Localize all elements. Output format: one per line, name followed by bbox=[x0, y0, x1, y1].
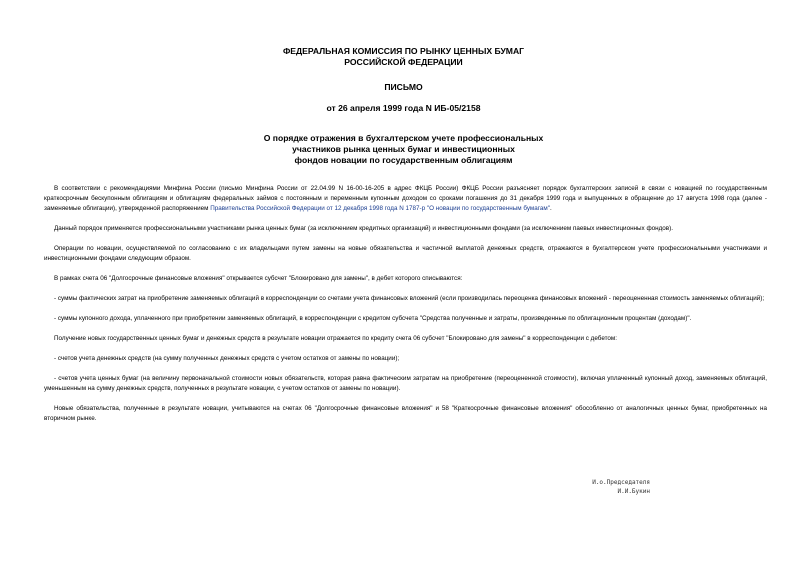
paragraph-9: - счетов учета ценных бумаг (на величину первоначальной стоимости новых обязательств, которая равна фактическим затратам на приобретение (переоцененной стоимости), включая уплаченный купонный доход, заменяемых облигаций, уменьшенным на сумму денежных средств, полученных в результате новации, с учетом остатков от замены по новации). bbox=[44, 375, 767, 392]
paragraph-5: - суммы фактических затрат на приобретение заменяемых облигаций в корреспонденции со счетами учета финансовых вложений (если производилась переоценка финансовых вложений - переоцененная стоимость заменяемых облигаций); bbox=[54, 295, 765, 302]
paragraph-1-end: . bbox=[549, 205, 552, 212]
document-date-number: от 26 апреля 1999 года N ИБ-05/2158 bbox=[326, 103, 481, 113]
issuer-block bbox=[0, 46, 807, 68]
document-type: ПИСЬМО bbox=[384, 82, 423, 92]
paragraph-1-text: В соответствии с рекомендациями Минфина России (письмо Минфина России от 22.04.99 N 16-00-16-205 в адрес ФКЦБ России) ФКЦБ России разъясняет порядок бухгалтерских записей в связи с новацией по государственным краткосрочным бескупонным облигациям и облигациям федеральных займов с постоянным и переменным купонным доходом со сроками погашения до 31 декабря 1999 года и выпущенных в обращение до 17 августа 1998 года (далее - заменяемые облигации), утвержденной распоряжением bbox=[44, 185, 767, 212]
paragraph-6: - суммы купонного дохода, уплаченного при приобретении заменяемых облигаций, в корреспонденции с кредитом субсчета "Средства полученные и затраты, произведенные по облигационным процентам (доходам)". bbox=[54, 315, 692, 322]
signatory-name: И.И.Букин bbox=[617, 488, 650, 495]
issuer-line-1: ФЕДЕРАЛЬНАЯ КОМИССИЯ ПО РЫНКУ ЦЕННЫХ БУМАГ bbox=[282, 46, 525, 56]
subject-line-2: участников рынка ценных бумаг и инвестиционных bbox=[292, 144, 515, 154]
paragraph-2: Данный порядок применяется профессиональными участниками рынка ценных бумаг (за исключением кредитных организаций) и инвестиционными фондами (за исключением паевых инвестиционных фондов). bbox=[54, 225, 673, 232]
paragraph-4: В рамках счета 06 "Долгосрочные финансовые вложения" открывается субсчет "Блокировано для замены", в дебет которого списываются: bbox=[54, 275, 463, 282]
signatory-title: И.о.Председателя bbox=[592, 479, 650, 486]
document-body bbox=[44, 184, 767, 424]
government-order-link[interactable]: Правительства Российской Федерации от 12 декабря 1998 года N 1787-р "О новации по государственным бумагам" bbox=[210, 205, 550, 212]
paragraph-8: - счетов учета денежных средств (на сумму полученных денежных средств с учетом остатков от замены по новации); bbox=[54, 355, 400, 362]
issuer-line-2: РОССИЙСКОЙ ФЕДЕРАЦИИ bbox=[344, 57, 463, 67]
paragraph-3: Операции по новации, осуществляемой по согласованию с их владельцами путем замены на новые обязательства и частичной выплатой денежных средств, отражаются в бухгалтерском учете профессиональными участниками и инвестиционными фондами следующим образом. bbox=[44, 245, 767, 262]
paragraph-1 bbox=[44, 184, 767, 214]
subject-line-1: О порядке отражения в бухгалтерском учете профессиональных bbox=[263, 133, 544, 143]
paragraph-10: Новые обязательства, полученные в результате новации, учитываются на счетах 06 "Долгосрочные финансовые вложения" и 58 "Краткосрочные финансовые вложения" обособленно от аналогичных ценных бумаг, приобретенных на вторичном рынке. bbox=[44, 405, 767, 422]
subject-line-3: фондов новации по государственным облигациям bbox=[294, 155, 513, 165]
paragraph-7: Получение новых государственных ценных бумаг и денежных средств в результате новации отражается по кредиту счета 06 субсчет "Блокировано для замены" в корреспонденции с дебетом: bbox=[54, 335, 618, 342]
signature-block bbox=[592, 478, 650, 496]
document-subject bbox=[0, 133, 807, 166]
